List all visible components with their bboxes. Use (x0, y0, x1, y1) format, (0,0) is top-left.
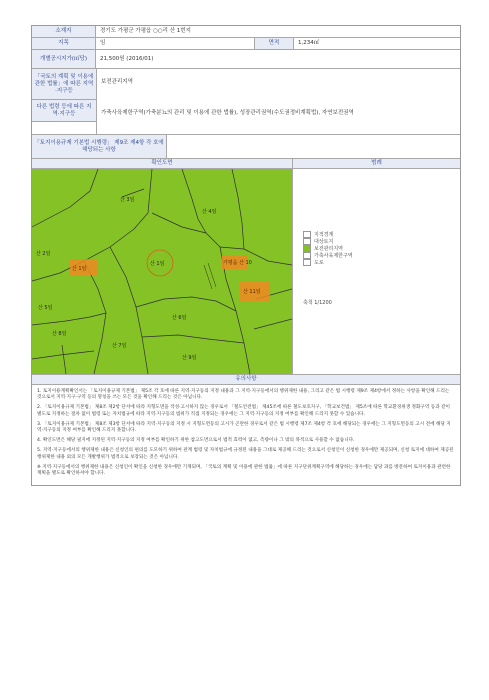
legend-text-road: 도로 (314, 260, 324, 266)
parcel-label-5: 산 5임 (38, 305, 53, 311)
map-header: 확인도면 (32, 159, 293, 168)
price-label: 개별공시지가(㎡당) (32, 50, 96, 68)
address-label: 소재지 (32, 26, 96, 37)
legend-item-conservation (303, 245, 353, 252)
jibun-row (32, 38, 460, 50)
legend-swatch-boundary (303, 231, 311, 238)
area-label: 면적 (254, 38, 294, 49)
legend-text-livestock: 가축사육제한구역 (314, 253, 353, 259)
legend-swatch-livestock (303, 252, 311, 259)
regulation-label-c: 「토지이용규제 기본법 시행령」 제9조 제4항 각 호에 해당되는 사항 (32, 135, 167, 158)
legend-item-target (303, 238, 353, 245)
highlight-label-2: 가평읍 산 10 (223, 260, 252, 266)
regulation-values (97, 69, 460, 134)
note-5: 5. 지역·지구등에서의 행위제한 내용은 신청인의 편의를 도모하기 위하여 관계 법령 및 자치법규에 규정된 내용을 그대로 제공해 드리는 것으로서 신청인이 신청한 경우에만 제공되며, 신청 토지에 대하여 제공된 행위제한 내용 외의 모든 개발행위가 법적으로 보장되는 것은 아닙니다. (37, 448, 454, 460)
note-1: 1. 토지이용계획확인서는 「토지이용규제 기본법」 제5조 각 호에 따른 지역·지구등의 지정 내용과 그 지역·지구등에서의 행위제한 내용, 그리고 같은 법 시행령 제9조 제4항에서 정하는 사항을 확인해 드리는 것으로서 지역·지구·구역 등의 명칭을 쓰는 모든 것을 확인해 드리는 것은 아닙니다. (37, 389, 450, 401)
legend-text-conservation: 보전관리지역 (314, 246, 343, 252)
land-use-plan-certificate (31, 25, 461, 486)
regulation-value-b: 가축사육제한구역(가축분뇨의 관리 및 이용에 관한 법률), 성장관리권역(수도권정비계획법), 자연보전권역 (101, 110, 354, 116)
map-area (32, 169, 460, 375)
regulation-row (32, 69, 460, 135)
legend-header: 범례 (293, 159, 460, 168)
price-row (32, 50, 460, 69)
regulation-label-b: 다른 법령 등에 따른 지역·지구등 (32, 100, 96, 122)
parcel-label-7: 산 7임 (112, 343, 127, 349)
jibun-label: 지목 (32, 38, 96, 49)
legend-text-boundary: 지적경계 (314, 232, 334, 238)
legend-panel (293, 169, 460, 374)
regulation-extra-row (32, 135, 460, 159)
note-4: 4. 확인도면은 해당 필지에 지정된 지역·지구등의 지정 여부를 확인하기 위한 참고도면으로서 법적 효력이 없고, 측량이나 그 밖의 목적으로 사용할 수 없습니다. (37, 438, 355, 444)
highlight-label-1: 산 1임 (72, 266, 87, 272)
notes-header: 유의사항 (32, 375, 460, 385)
note-6: ※ 지역·지구등에서의 행위제한 내용은 신청인이 확인을 신청한 경우에만 기재되며, 「국토의 계획 및 이용에 관한 법률」에 따른 지구단위계획구역에 해당하는 경우에는 담당 과를 방문하여 토지이용과 관련한 계획을 별도로 확인하셔야 합니다. (37, 464, 451, 477)
note-2: 2. 「토지이용규제 기본법」 제8조 제2항 단서에 따라 지형도면을 작성·고시하지 않는 경우로서 「철도안전법」 제45조에 따른 철도보호지구, 「학교보건법」 제5조에 따른 학교환경위생 정화구역 등과 같이 별도로 지정하는 절차 없이 법령 또는 자치법규에 따라 지역·지구등의 범위가 직접 지정되는 경우에는 그 지역·지구등의 지정 여부를 확인해 드리지 못할 수 있습니다. (37, 405, 450, 417)
regulation-labels (32, 69, 97, 134)
highlight-label-3: 산 11임 (243, 289, 261, 295)
parcel-label-3: 산 1임 (150, 261, 165, 267)
parcel-label-4: 산 4임 (202, 209, 217, 215)
regulation-value-a: 보전관리지역 (101, 79, 133, 85)
notes-body (32, 385, 460, 485)
parcel-label-2: 산 3임 (120, 197, 135, 203)
note-3: 3. 「토지이용규제 기본법」 제8조 제3항 단서에 따라 지역·지구등의 지정 시 지형도면등의 고시가 곤란한 경우로서 같은 법 시행령 제7조 제4항 각 호에 해당되는 경우에는 그 지형도면등의 고시 전에 해당 지역·지구등의 지정 여부를 확인해 드리지 못합니다. (37, 421, 451, 434)
regulation-value-c (167, 135, 175, 158)
map-scale: 축척 1/1200 (303, 300, 332, 306)
legend-list (303, 231, 353, 266)
address-value: 경기도 가평군 가평읍 ○○리 산 1번지 (100, 28, 191, 34)
address-row (32, 26, 460, 38)
parcel-label-6: 산 6임 (172, 315, 187, 321)
parcel-label-8: 산 8임 (52, 331, 67, 337)
parcel-label-1: 산 2임 (36, 251, 51, 257)
legend-item-boundary (303, 231, 353, 238)
legend-text-target: 대상토지 (314, 239, 334, 245)
legend-swatch-road (303, 259, 311, 266)
legend-swatch-conservation (303, 245, 311, 252)
area-value: 1,234㎡ (298, 40, 320, 46)
regulation-label-a: 「국토의 계획 및 이용에 관한 법률」에 따른 지역·지구등 (32, 69, 96, 100)
price-value: 21,500원 (2016/01) (100, 55, 154, 62)
map-header-row (32, 159, 460, 169)
cadastral-map-svg (32, 169, 292, 374)
legend-swatch-target (303, 238, 311, 245)
parcel-label-9: 산 9임 (182, 355, 197, 361)
jibun-value: 임 (100, 40, 106, 46)
legend-item-livestock (303, 252, 353, 259)
confirmation-map (32, 169, 293, 374)
legend-item-road (303, 259, 353, 266)
